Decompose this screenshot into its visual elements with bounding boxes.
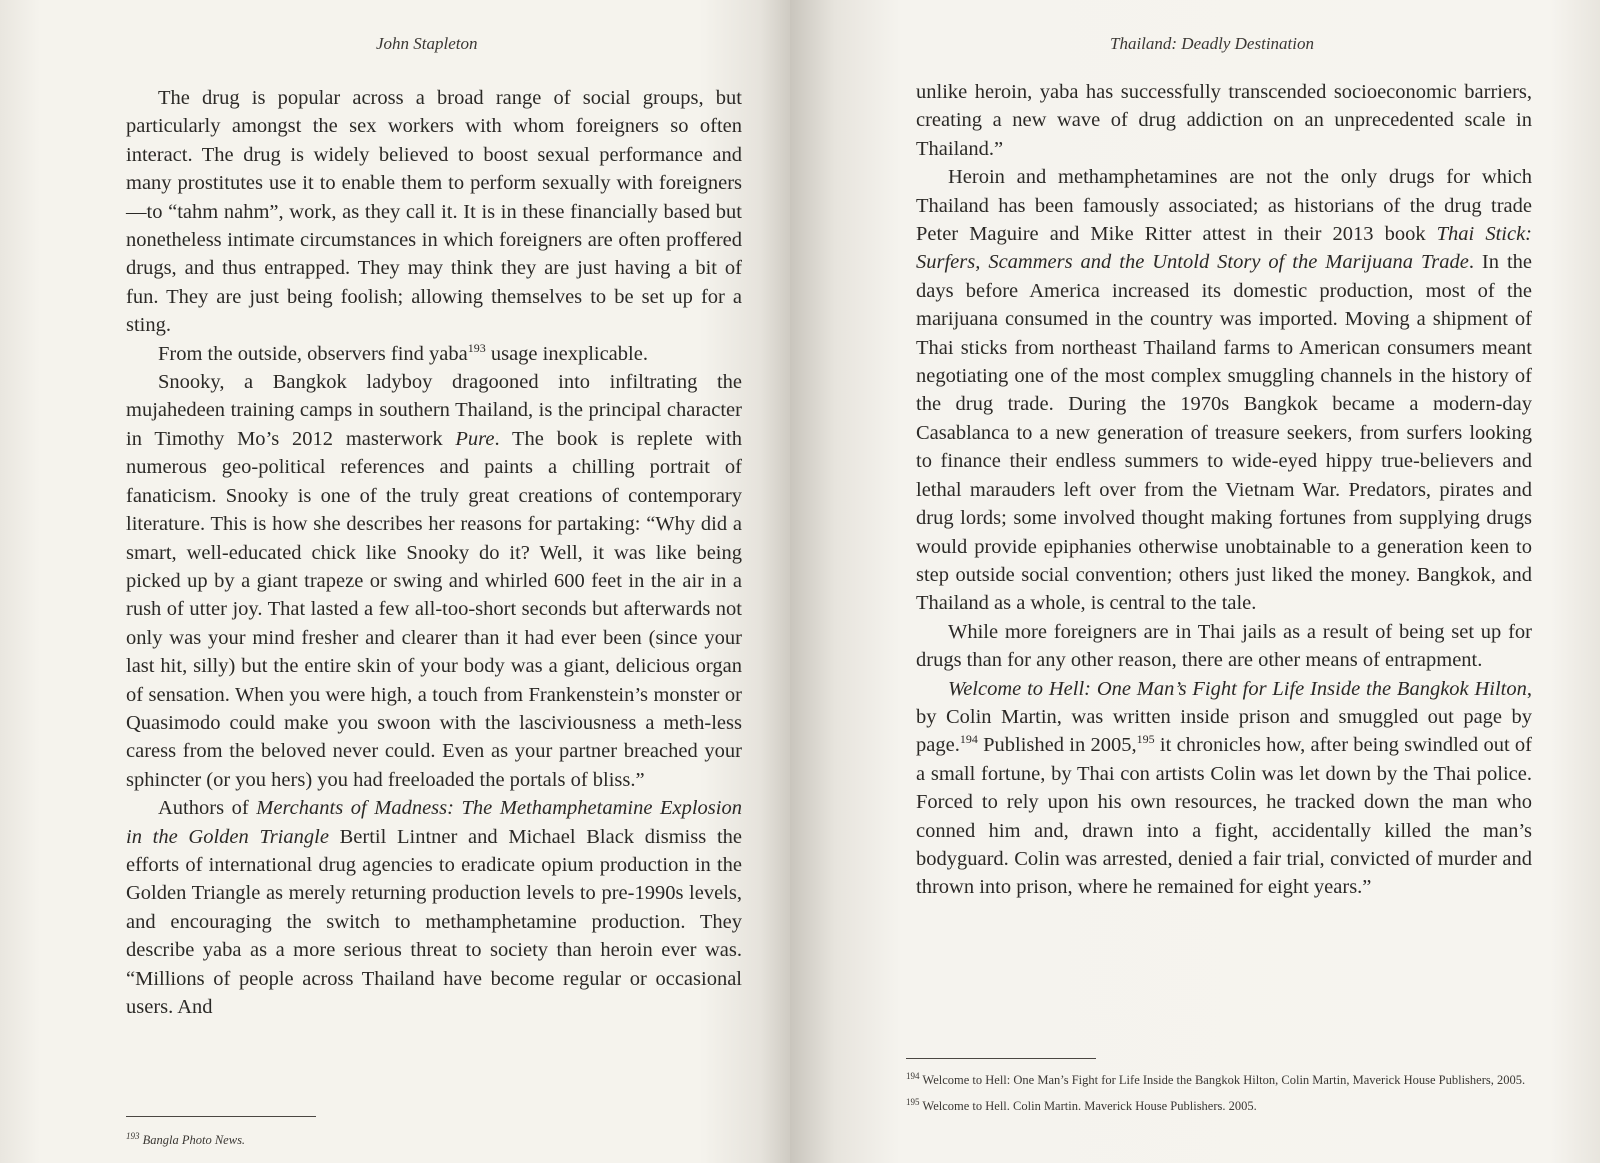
- footnote-text: Welcome to Hell. Colin Martin. Maverick House Publishers. 2005.: [919, 1099, 1257, 1113]
- right-footnotes: [906, 1072, 1546, 1124]
- text-run: . The book is replete with numerous geo-political references and paints a chilling portrait of fanaticism. Snooky is one of the truly great creations of contemporary literature. This is how she describes her reasons for partaking: “Why did a smart, well-educated chick like Snooky do it? Well, it was like being picked up by a giant trapeze or swing and whirled 600 feet in the air in a rush of utter joy. That lasted a few all-too-short seconds but afterwards not only was your mind fresher and clearer than it had ever been (since your last hit, silly) but the entire skin of your body was a giant, delicious organ of sensation. When you were high, a touch from Frankenstein’s monster or Quasimodo could make you swoon with the lasciviousness a meth-less caress from the beloved never could. Even as your partner breached your sphincter (or you hers) you had freeloaded the portals of bliss.”: [126, 427, 742, 791]
- book-title: Welcome to Hell: One Man’s Fight for Life Inside the Bangkok Hilton: [948, 677, 1527, 700]
- text-run: Snooky, a Bangkok ladyboy dragooned into infiltrating the mujahedeen training camps in southern Thailand, is the principal character in Timothy Mo’s 2012 masterwork: [126, 371, 742, 450]
- footnote-ref: 195: [1136, 732, 1155, 747]
- footnote-text: Bangla Photo News.: [139, 1133, 246, 1147]
- text-run: Bertil Lintner and Michael Black dismiss the efforts of international drug agencies to eradicate opium production in the Golden Triangle as merely returning production levels to pre-1990s levels, and encouraging the switch to methamphetamine production. They describe yaba as a more serious threat to society than heroin ever was. “Millions of people across Thailand have become regular or occasional users. And: [126, 825, 743, 1018]
- book-title: Merchants of Madness: The Methamphetamine Explosion in the Golden Triangle: [126, 797, 742, 848]
- text-run: , by Colin Martin, was written inside prison and smuggled out page by page.: [916, 677, 1532, 757]
- paragraph: While more foreigners are in Thai jails as a result of being set up for drugs than for any other reason, there are other means of entrapment.: [916, 620, 1532, 672]
- footnote-number: 193: [126, 1131, 140, 1141]
- footnote-text: Welcome to Hell: One Man’s Fight for Life Inside the Bangkok Hilton, Colin Martin, Maverick House Publishers, 2005.: [919, 1073, 1526, 1087]
- footnote: [906, 1098, 1546, 1115]
- footnote-number: 194: [906, 1071, 920, 1081]
- paragraph: [916, 163, 1532, 618]
- text-run: it chronicles how, after being swindled out of a small fortune, by Thai con artists Colin was let down by the Thai police. Forced to rely upon his own resources, he tracked down the man who conned him and, drawn into a fight, accidentally killed the man’s bodyguard. Colin was arrested, denied a fair trial, convicted of murder and thrown into prison, where he remained for eight years.”: [916, 734, 1532, 899]
- running-head-author: John Stapleton: [376, 34, 478, 53]
- paragraph: [126, 794, 742, 1021]
- paragraph: [126, 340, 742, 368]
- right-body-text: [916, 78, 1532, 902]
- footnote-ref: 194: [959, 732, 978, 747]
- paragraph: unlike heroin, yaba has successfully transcended socioeconomic barriers, creating a new wave of drug addiction on an unprecedented scale in Thailand.”: [916, 81, 1532, 160]
- text-run: usage inexplicable.: [485, 342, 648, 365]
- footnote-number: 195: [906, 1097, 920, 1107]
- footnote: [126, 1132, 726, 1149]
- book-title: Thai Stick: Surfers, Scammers and the Untold Story of the Marijuana Trade: [916, 223, 1532, 274]
- paragraph: [916, 675, 1532, 902]
- text-run: Authors of: [158, 797, 257, 820]
- book-title: Pure: [455, 427, 495, 450]
- running-head-title: Thailand: Deadly Destination: [1110, 34, 1314, 53]
- paragraph: The drug is popular across a broad range of social groups, but particularly amongst the sex workers with whom foreigners so often interact. The drug is widely believed to boost sexual performance and many prostitutes use it to enable them to perform sexually with foreigners—to “tahm nahm”, work, as they call it. It is in these financially based but nonetheless intimate circumstances in which foreigners are often proffered drugs, and thus entrapped. They may think they are just having a bit of fun. They are just being foolish; allowing themselves to be set up for a sting.: [126, 87, 742, 337]
- text-run: From the outside, observers find yaba: [158, 342, 468, 365]
- left-footnotes: [126, 1132, 726, 1158]
- footnote-ref: 193: [467, 340, 486, 355]
- footnote-rule: [126, 1116, 316, 1117]
- text-run: Heroin and methamphetamines are not the only drugs for which Thailand has been famously associated; as historians of the drug trade Peter Maguire and Mike Ritter attest in their 2013 book: [916, 166, 1532, 246]
- text-run: Published in 2005,: [977, 734, 1137, 757]
- right-page: [790, 0, 1600, 1163]
- text-run: . In the days before America increased its domestic production, most of the marijuana consumed in the country was imported. Moving a shipment of Thai sticks from northeast Thailand farms to American consumers meant negotiating one of the most complex smuggling channels in the history of the drug trade. During the 1970s Bangkok became a modern-day Casablanca to a new generation of treasure seekers, from surfers looking to finance their endless summers to wide-eyed hippy true-believers and lethal marauders left over from the Vietnam War. Predators, pirates and drug lords; some involved thought making fortunes from supplying drugs would provide epiphanies otherwise unobtainable to a generation keen to step outside social convention; others just liked the money. Bangkok, and Thailand as a whole, is central to the tale.: [916, 251, 1532, 615]
- left-body-text: [126, 84, 742, 1021]
- footnote: [906, 1072, 1546, 1089]
- left-page: [0, 0, 790, 1163]
- paragraph: [126, 368, 742, 794]
- footnote-rule: [906, 1058, 1096, 1059]
